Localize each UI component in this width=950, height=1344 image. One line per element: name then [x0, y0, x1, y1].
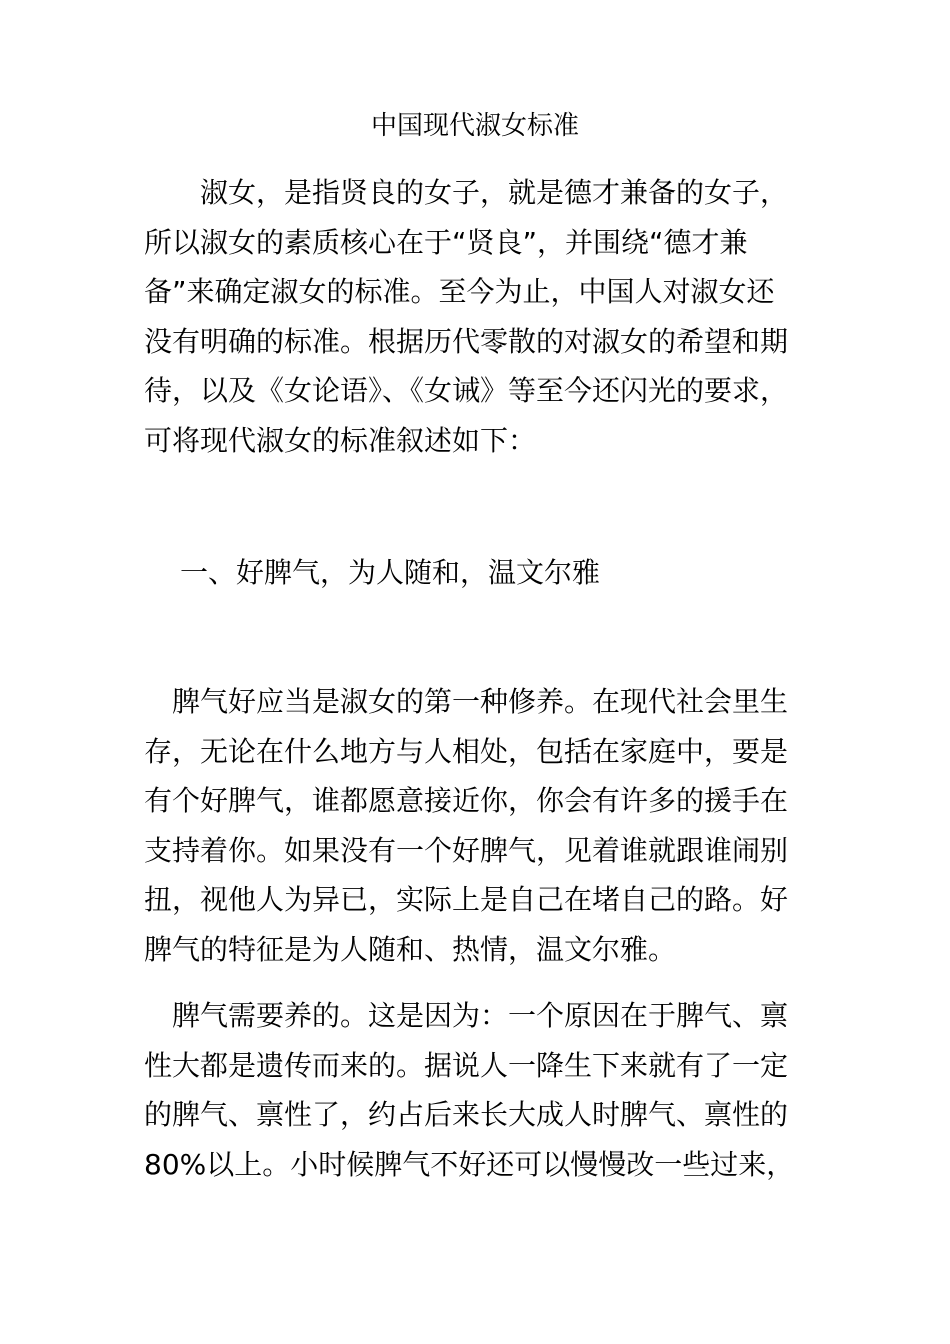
paragraph-line: 80%以上。小时候脾气不好还可以慢慢改一些过来，	[144, 1147, 795, 1181]
paragraph-line: 可将现代淑女的标准叙述如下：	[144, 423, 537, 457]
section-heading: 一、好脾气，为人随和，温文尔雅	[180, 556, 601, 589]
paragraph-line: 淑女，是指贤良的女子，就是德才兼备的女子，	[144, 176, 789, 209]
body-paragraph	[144, 677, 814, 974]
document-title: 中国现代淑女标准	[370, 111, 579, 141]
paragraph-line: 待，以及《女论语》、《女诫》等至今还闪光的要求，	[144, 374, 789, 407]
paragraph-line: 没有明确的标准。根据历代零散的对淑女的希望和期	[144, 324, 789, 358]
paragraph-line: 支持着你。如果没有一个好脾气，见着谁就跟谁闹别	[144, 833, 789, 867]
paragraph-line: 有个好脾气，谁都愿意接近你，你会有许多的援手在	[144, 784, 789, 817]
paragraph-line: 脾气好应当是淑女的第一种修养。在现代社会里生	[144, 685, 789, 718]
intro-paragraph	[144, 168, 814, 465]
body-paragraph	[144, 991, 814, 1189]
paragraph-line: 备”来确定淑女的标准。至今为止，中国人对淑女还	[144, 275, 775, 308]
paragraph-line: 性大都是遗传而来的。据说人一降生下来就有了一定	[144, 1048, 789, 1082]
paragraph-line: 脾气需要养的。这是因为：一个原因在于脾气、禀	[144, 999, 789, 1032]
paragraph-line: 的脾气、禀性了，约占后来长大成人时脾气、禀性的	[144, 1098, 789, 1131]
paragraph-line: 脾气的特征是为人随和、热情，温文尔雅。	[144, 932, 677, 966]
paragraph-line: 存，无论在什么地方与人相处，包括在家庭中，要是	[144, 734, 789, 768]
paragraph-line: 扭，视他人为异已，实际上是自己在堵自己的路。好	[144, 883, 789, 916]
paragraph-line: 所以淑女的素质核心在于“贤良”，并围绕“德才兼	[144, 225, 748, 259]
